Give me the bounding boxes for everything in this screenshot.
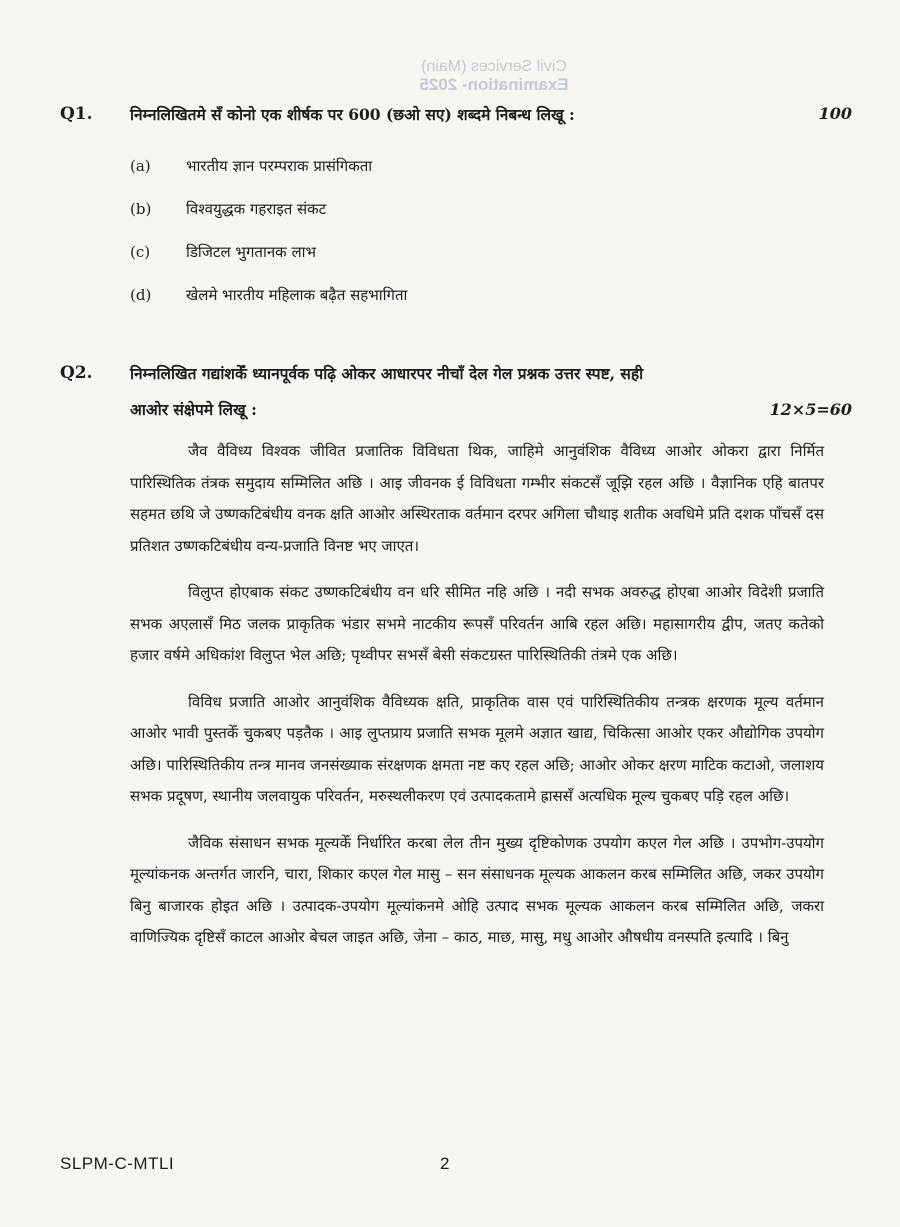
watermark-line-2: Examination- 2025 <box>419 75 569 94</box>
list-item <box>130 230 630 273</box>
passage-paragraph: विविध प्रजाति आओर आनुवंशिक वैविध्यक क्षति, प्राकृतिक वास एवं पारिस्थितिकीय तन्त्रक क्षरणक मूल्य वर्तमान आओर भावी पुस्तकेँ चुकबए पड़तैक । आइ लुप्तप्राय प्रजाति सभक मूलमे अज्ञात खाद्य, चिकित्सा आओर एकर औद्योगिक उपयोग अछि। पारिस्थितिकीय तन्त्र मानव जनसंख्याक संरक्षणक क्षमता नष्ट कए रहल अछि; आओर ओकर क्षरण माटिक कटाओ, जलाशय सभक प्रदूषण, स्थानीय जलवायुक परिवर्तन, मरुस्थलीकरण एवं उत्पादकतामे ह्राससँ अत्यधिक मूल्य चुकबए पड़ि रहल अछि। <box>130 692 824 805</box>
question-marks: 100 <box>818 104 852 123</box>
option-text: डिजिटल भुगतानक लाभ <box>186 242 317 261</box>
list-item <box>130 144 630 187</box>
passage-paragraph: जैव वैविध्य विश्वक जीवित प्रजातिक विविधता थिक, जाहिमे आनुवंशिक वैविध्य आओर ओकरा द्वारा निर्मित पारिस्थितिक तंत्रक समुदाय सम्मिलित अछि । आइ जीवनक ई विविधता गम्भीर संकटसँ जूझि रहल अछि । वैज्ञानिक एहि बातपर सहमत छथि जे उष्णकटिबंधीय वनक क्षति आओर अस्थिरताक वर्तमान दरपर अगिला चौथाइ शतीक अवधिमे प्रति दशक पाँचसँ दस प्रतिशत उष्णकटिबंधीय वन्य-प्रजाति विनष्ट भए जाएत। <box>130 442 824 555</box>
option-text: भारतीय ज्ञान परम्पराक प्रासंगिकता <box>186 156 373 175</box>
question-1 <box>60 102 852 132</box>
question-text <box>130 356 852 428</box>
reading-passage <box>130 436 824 969</box>
passage-paragraph: विलुप्त होएबाक संकट उष्णकटिबंधीय वन धरि सीमित नहि अछि । नदी सभक अवरुद्ध होएबा आओर विदेशी प्रजाति सभक अएलासँ मिठ जलक प्राकृतिक भंडार सभमे नाटकीय रूपसँ परिवर्तन आबि रहल अछि। महासागरीय द्वीप, जतए कतेको हजार वर्षमे अधिकांश विलुप्त भेल अछि; पृथ्वीपर सभसँ बेसी संकटग्रस्त पारिस्थितिकी तंत्रमे एक अछि। <box>130 583 824 664</box>
option-label: (c) <box>130 242 151 261</box>
question-text: निम्नलिखितमे सँ कोनो एक शीर्षक पर 600 (छओ सए) शब्दमे निबन्ध लिखू : <box>130 105 575 124</box>
question-number: Q1. <box>60 104 93 124</box>
question-text-line-2: आओर संक्षेपमे लिखू : <box>130 400 257 419</box>
paper-code: SLPM-C-MTLI <box>60 1154 175 1173</box>
option-label: (a) <box>130 156 151 175</box>
option-label: (d) <box>130 285 152 304</box>
list-item <box>130 187 630 230</box>
option-label: (b) <box>130 199 152 218</box>
watermark-line-1: Civil Services (Main) <box>421 58 567 75</box>
question-marks: 12×5=60 <box>769 400 852 419</box>
option-text: विश्वयुद्धक गहराइत संकट <box>186 199 327 218</box>
passage-paragraph: जैविक संसाधन सभक मूल्यकेँ निर्धारित करबा लेल तीन मुख्य दृष्टिकोणक उपयोग कएल गेल अछि । उपभोग-उपयोग मूल्यांकनक अन्तर्गत जारनि, चारा, शिकार कएल गेल मासु – सन संसाधनक मूल्यक आकलन करब सम्मिलित अछि, जकर उपयोग बिनु बाजारक होइत अछि । उत्पादक-उपयोग मूल्यांकनमे ओहि उत्पाद सभक मूल्यक आकलन करब सम्मिलित अछि, जकरा वाणिज्यिक दृष्टिसँ काटल आओर बेचल जाइत अछि, जेना – काठ, माछ, मासु, मधु आओर औषधीय वनस्पति इत्यादि । बिनु <box>130 833 824 946</box>
stamp-watermark <box>404 58 584 94</box>
page-number: 2 <box>440 1154 450 1173</box>
question-text-line-1: निम्नलिखित गद्यांशकेँ ध्यानपूर्वक पढ़ि ओकर आधारपर नीचाँ देल गेल प्रश्नक उत्तर स्पष्ट, सही <box>130 364 644 383</box>
question-2 <box>60 360 852 432</box>
question-number: Q2. <box>60 363 93 383</box>
option-text: खेलमे भारतीय महिलाक बढ़ैत सहभागिता <box>186 285 408 304</box>
essay-topic-list <box>130 144 630 316</box>
list-item <box>130 273 630 316</box>
